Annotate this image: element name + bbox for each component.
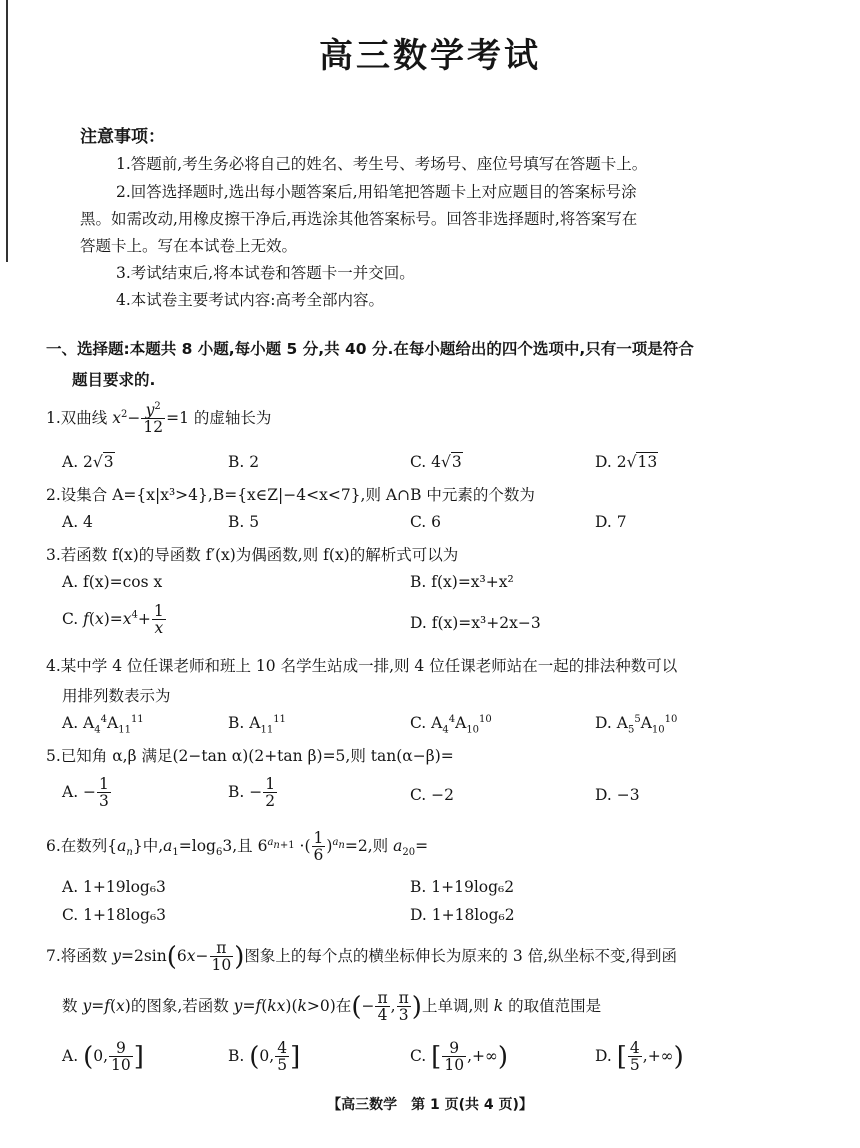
q6-option-d[interactable]: D. 1+18log₆2 <box>410 906 515 924</box>
q5-option-c[interactable]: C. −2 <box>410 786 455 804</box>
question-5-stem: 5.已知角 α,β 满足(2−tan α)(2+tan β)=5,则 tan(α−β)= <box>46 747 454 765</box>
q6-option-b[interactable]: B. 1+19log₆2 <box>410 878 515 896</box>
notice-line-1: 1.答题前,考生务必将自己的姓名、考生号、考场号、座位号填写在答题卡上。 <box>116 155 648 173</box>
notice-line-5: 3.考试结束后,将本试卷和答题卡一并交回。 <box>116 264 415 282</box>
q7-option-c[interactable]: C. [ $\frac{9}{10}$ ,+∞) <box>410 1039 509 1075</box>
q5-option-d[interactable]: D. −3 <box>595 786 640 804</box>
q5-option-a[interactable]: A. − $\frac{1}{3}$ <box>62 775 109 811</box>
notice-line-3: 黑。如需改动,用橡皮擦干净后,再选涂其他答案标号。回答非选择题时,将答案写在 <box>80 210 638 228</box>
q1-option-a[interactable]: A. 2√3 <box>62 453 114 471</box>
q7-option-a[interactable]: A. (0, $\frac{9}{10}$ ] <box>62 1039 144 1075</box>
q6-option-a[interactable]: A. 1+19log₆3 <box>62 878 166 896</box>
q4-option-a[interactable]: A. $A_4^4A_{11}^{11}$ <box>62 714 144 736</box>
notice-line-4: 答题卡上。写在本试卷上无效。 <box>80 237 298 255</box>
notice-line-2: 2.回答选择题时,选出每小题答案后,用铅笔把答题卡上对应题目的答案标号涂 <box>116 183 637 201</box>
q1-option-c[interactable]: C. 4√3 <box>410 453 462 471</box>
exam-title: 高三数学考试 <box>319 36 541 76</box>
hyperbola-equation: $x^2-$ $\frac{y^2}{12}$ =1 <box>112 401 189 437</box>
q4-option-b[interactable]: B. $A_{11}^{11}$ <box>228 714 286 736</box>
question-4-stem-line2: 用排列数表示为 <box>62 687 171 705</box>
q2-option-a[interactable]: A. 4 <box>62 513 93 531</box>
q1-stem-prefix: 1.双曲线 <box>46 408 108 427</box>
section-heading: 一、选择题:本题共 8 小题,每小题 5 分,共 40 分.在每小题给出的四个选项中,只有一项是符合 <box>46 340 694 358</box>
q2-option-c[interactable]: C. 6 <box>410 513 442 531</box>
page-footer: 【高三数学 第 1 页(共 4 页)】 <box>327 1097 533 1113</box>
q4-option-c[interactable]: C. $A_4^4A_{10}^{10}$ <box>410 714 492 736</box>
question-3-stem: 3.若函数 f(x)的导函数 f′(x)为偶函数,则 f(x)的解析式可以为 <box>46 546 459 564</box>
section-heading-cont: 题目要求的. <box>72 371 156 389</box>
question-6-stem: 6.在数列$\{a_n\}$中$,a_1=\log_63$,且 $6^{a_{n+1}}$ ·( $\frac{1}{6}$ )$^{a_n}$=2,则 $a_{20}=$ <box>46 829 429 865</box>
q1-option-b[interactable]: B. 2 <box>228 453 260 471</box>
question-7-stem-line2: 数 y=f(x)的图象,若函数 y=f(kx)(k>0)在(− $\frac{\pi}{4}$ , $\frac{\pi}{3}$ )上单调,则 k 的取值范围是 <box>62 989 602 1025</box>
q4-option-d[interactable]: D. $A_5^5A_{10}^{10}$ <box>595 714 678 736</box>
question-2-stem: 2.设集合 A={x|x³>4},B={x∈Z|−4<x<7},则 A∩B 中元素的个数为 <box>46 486 535 504</box>
q7-option-d[interactable]: D. [ $\frac{4}{5}$ ,+∞) <box>595 1039 684 1075</box>
q2-option-d[interactable]: D. 7 <box>595 513 627 531</box>
question-4-stem-line1: 4.某中学 4 位任课老师和班上 10 名学生站成一排,则 4 位任课老师站在一起的排法种数可以 <box>46 657 678 675</box>
question-1-stem <box>46 402 271 436</box>
question-7-stem-line1: 7.将函数 y=2sin(6x− $\frac{\pi}{10}$ )图象上的每个点的横坐标伸长为原来的 3 倍,纵坐标不变,得到函 <box>46 939 677 975</box>
q3-option-d[interactable]: D. f(x)=x³+2x−3 <box>410 614 541 632</box>
q3-option-b[interactable]: B. f(x)=x³+x² <box>410 573 514 591</box>
q3-option-c[interactable]: C. $f(x)=x^4+$ $\frac{1}{x}$ <box>62 602 164 638</box>
q2-option-b[interactable]: B. 5 <box>228 513 260 531</box>
q5-option-b[interactable]: B. − $\frac{1}{2}$ <box>228 775 276 811</box>
q7-option-b[interactable]: B. (0, $\frac{4}{5}$ ] <box>228 1039 301 1075</box>
notice-heading: 注意事项： <box>80 127 165 147</box>
q1-option-d[interactable]: D. 2√13 <box>595 453 658 471</box>
q3-option-a[interactable]: A. f(x)=cos x <box>62 573 163 591</box>
notice-line-6: 4.本试卷主要考试内容:高考全部内容。 <box>116 291 385 309</box>
q1-stem-suffix: 的虚轴长为 <box>193 408 272 427</box>
q6-option-c[interactable]: C. 1+18log₆3 <box>62 906 167 924</box>
